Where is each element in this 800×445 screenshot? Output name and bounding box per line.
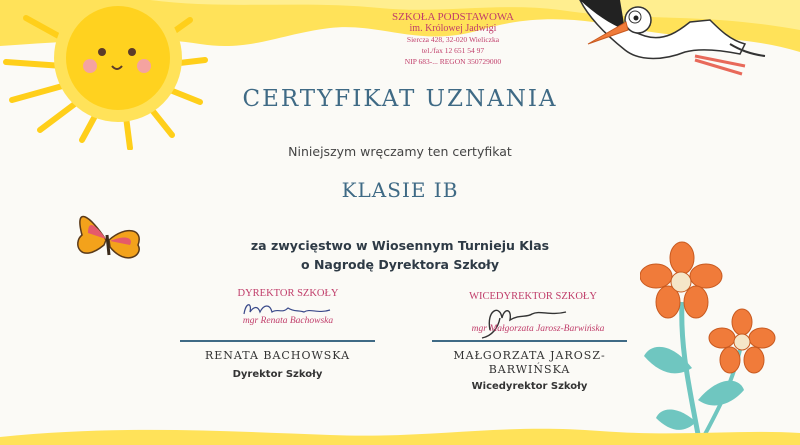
school-stamp bbox=[373, 12, 533, 67]
bottom-wave-decoration bbox=[0, 415, 800, 445]
left-stamp-name-wrap bbox=[228, 316, 348, 326]
right-signer-role: Wicedyrektor Szkoły bbox=[471, 381, 588, 392]
stamp-school-name: SZKOŁA PODSTAWOWA bbox=[392, 11, 514, 23]
stork-icon bbox=[570, 0, 770, 90]
left-signer-name: RENATA BACHOWSKA bbox=[204, 349, 351, 362]
right-stamp-name: mgr Małgorzata Jarosz-Barwińska bbox=[471, 324, 605, 334]
reason-line-1: za zwycięstwo w Wiosennym Turnieju Klas bbox=[250, 238, 550, 253]
left-signer-role: Dyrektor Szkoły bbox=[232, 369, 323, 380]
left-signature-stamp bbox=[228, 288, 348, 299]
stamp-school-patron: im. Królowej Jadwigi bbox=[409, 23, 497, 34]
right-signature-line bbox=[432, 340, 627, 342]
certificate-title: CERTYFIKAT UZNANIA bbox=[242, 86, 558, 112]
right-signer-name-line-1: MAŁGORZATA JAROSZ- bbox=[453, 349, 606, 362]
right-stamp-title: WICEDYREKTOR SZKOŁY bbox=[469, 291, 597, 302]
sun-icon bbox=[0, 0, 230, 150]
right-handwritten-signature bbox=[470, 300, 580, 340]
reason-line-2: o Nagrodę Dyrektora Szkoły bbox=[301, 257, 499, 272]
right-signer-name bbox=[432, 349, 627, 377]
right-signer-name-line-2: BARWIŃSKA bbox=[488, 363, 571, 376]
left-stamp-name: mgr Renata Bachowska bbox=[242, 316, 334, 326]
certificate-recipient: KLASIE IB bbox=[341, 178, 459, 202]
stamp-registry: NIP 683-... REGON 350729000 bbox=[404, 57, 502, 66]
right-stamp-name-wrap bbox=[458, 324, 618, 334]
stamp-phone: tel./fax 12 651 54 97 bbox=[421, 46, 485, 55]
stamp-address: Sierczа 428, 32-020 Wieliczka bbox=[406, 35, 500, 44]
certificate-subtitle: Niniejszym wręczamy ten certyfikat bbox=[288, 144, 512, 159]
left-stamp-title: DYREKTOR SZKOŁY bbox=[237, 288, 339, 299]
left-signature-line bbox=[180, 340, 375, 342]
